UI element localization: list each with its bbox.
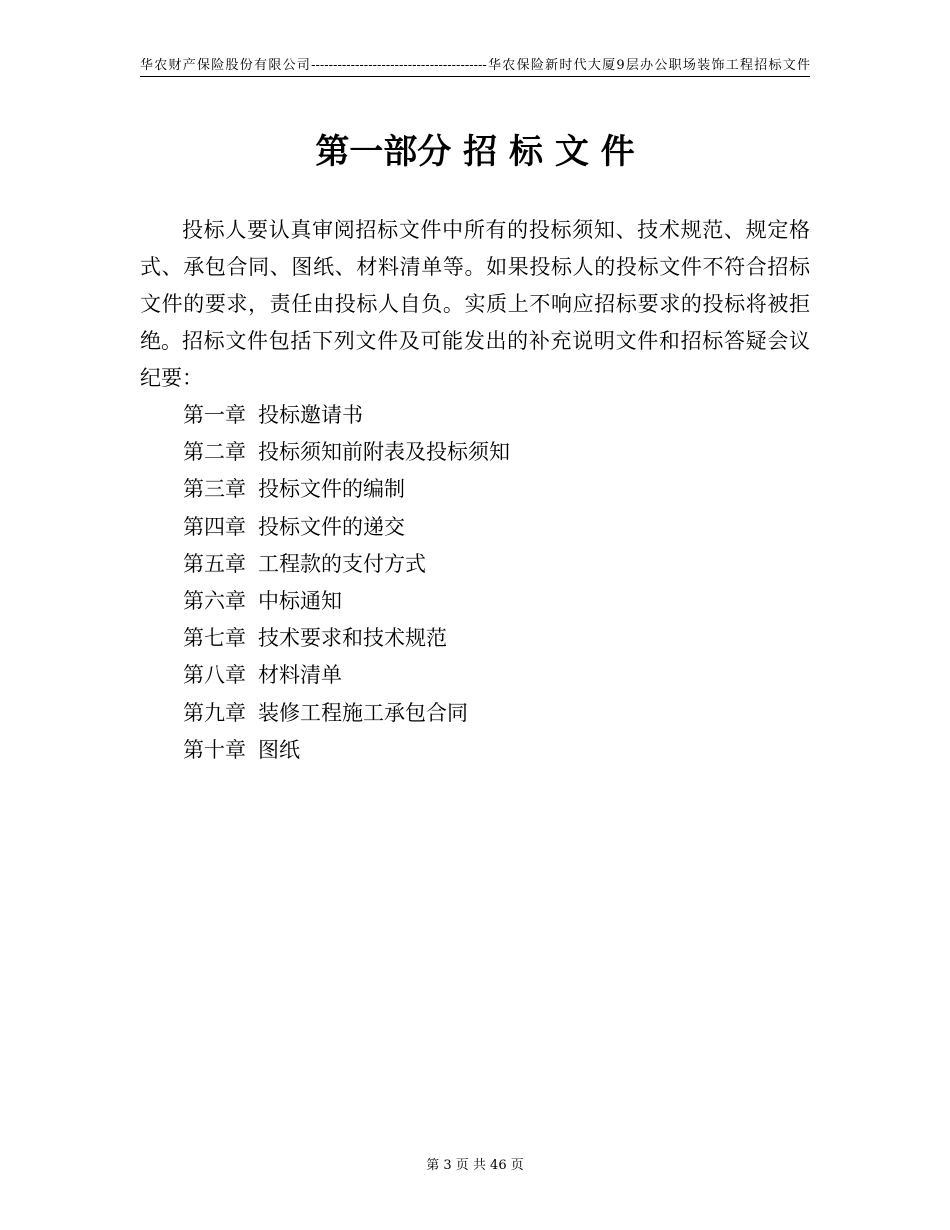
running-header: 华农财产保险股份有限公司----------------------------------------华农保险新时代大厦9层办公职场装饰工程招标文件 [140,58,810,73]
page-title: 第一部分 招 标 文 件 [315,132,635,172]
chapter-list [183,397,783,769]
chapter-item [183,732,783,769]
contents-intro-paragraph: 招标文件包括下列文件及可能发出的补充说明文件和招标答疑会议纪要： [140,329,810,390]
chapter-title: 投标文件的递交 [258,514,405,539]
contents-intro-container [140,323,810,397]
chapter-number: 第一章 [183,403,246,427]
chapter-number: 第七章 [183,626,246,651]
intro-paragraph: 投标人要认真审阅招标文件中所有的投标须知、技术规范、规定格式、承包合同、图纸、材料清单等。如果投标人的投标文件不符合招标文件的要求，责任由投标人自负。实质上不响应招标要求的投标将被拒绝。 [140,218,810,353]
chapter-title: 中标通知 [258,589,342,614]
chapter-title: 工程款的支付方式 [258,551,426,576]
page-footer: 第 3 页 共 46 页 [426,1158,524,1173]
chapter-title: 装修工程施工承包合同 [258,700,468,725]
chapter-number: 第四章 [183,514,246,539]
chapter-title: 投标邀请书 [258,403,363,427]
chapter-item [183,695,783,732]
chapter-item [183,620,783,657]
chapter-number: 第八章 [183,663,246,688]
chapter-number: 第十章 [183,737,246,762]
chapter-item [183,434,783,471]
chapter-title: 图纸 [258,737,300,762]
chapter-item [183,546,783,583]
chapter-number: 第二章 [183,440,246,465]
chapter-item [183,657,783,694]
chapter-title: 投标文件的编制 [258,477,405,502]
chapter-number: 第六章 [183,589,246,614]
header-rule [140,76,810,77]
chapter-item [183,509,783,546]
chapter-number: 第九章 [183,700,246,725]
chapter-item [183,583,783,620]
chapter-title: 技术要求和技术规范 [258,626,447,651]
chapter-title: 投标须知前附表及投标须知 [258,440,510,465]
chapter-item [183,397,783,434]
chapter-number: 第三章 [183,477,246,502]
chapter-title: 材料清单 [258,663,342,688]
chapter-item [183,471,783,508]
chapter-number: 第五章 [183,551,246,576]
